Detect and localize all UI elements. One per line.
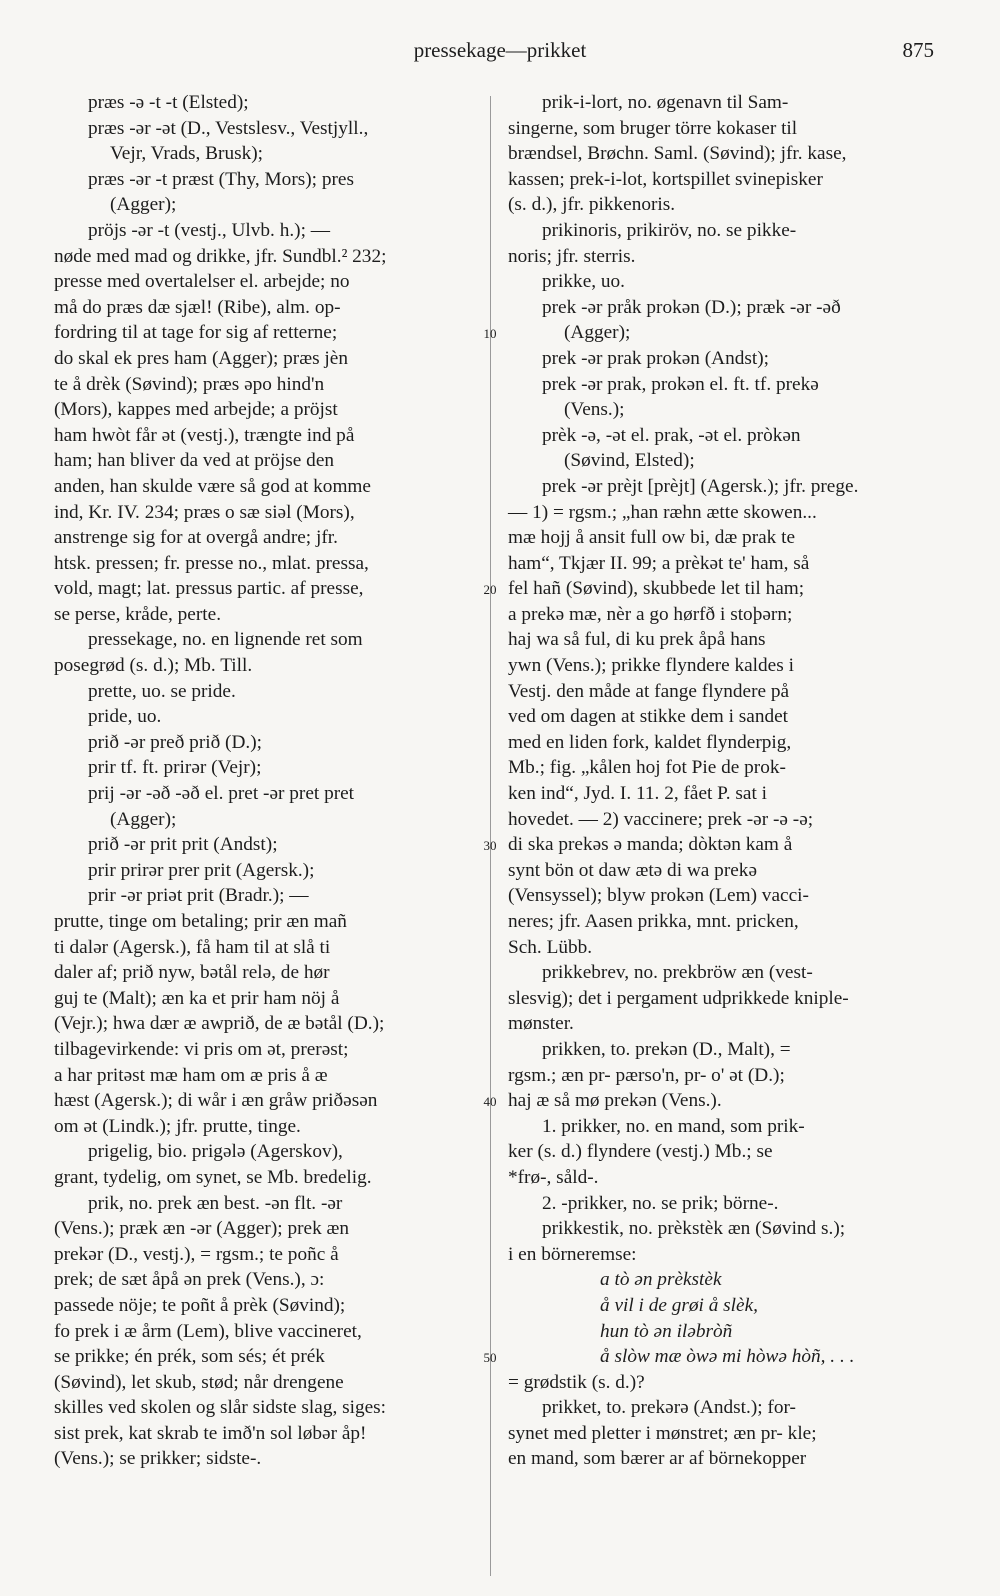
text-line: ti dalər (Agersk.), få ham til at slå ti [54,936,331,958]
text-line: posegrød (s. d.); Mb. Till. [54,655,253,677]
text-line: prek; de sæt åpå ən prek (Vens.), ɔ: [54,1269,325,1291]
text-line: (Søvind), let skub, stød; når drengene [54,1371,344,1393]
text-line: prek -ər pråk prokən (D.); præk -ər -əð [542,296,841,318]
text-line: (Mors), kappes med arbejde; a pröjst [54,399,338,421]
text-line: presse med overtalelser el. arbejde; no [54,271,350,293]
text-line: = grødstik (s. d.)? [508,1371,645,1393]
text-line: prikke, uo. [542,271,625,293]
left-column [54,90,474,1472]
text-line: guj te (Malt); æn ka et prir ham nöj å [54,987,340,1009]
text-line: ind, Kr. IV. 234; præs o sæ siəl (Mors), [54,501,355,523]
text-line: (Vensyssel); blyw prokən (Lem) vacci- [508,885,809,907]
line-number: 50 [483,1350,497,1365]
text-line: ham hwòt får ət (vestj.), trængte ind på [54,424,355,446]
text-line: hun tò ən iləbròñ [600,1320,733,1342]
text-line: prik-i-lort, no. øgenavn til Sam- [542,92,789,113]
text-line: skilles ved skolen og slår sidste slag, siges: [54,1397,387,1419]
text-line: i en börneremse: [508,1243,637,1265]
text-line: prek -ər prak, prokən el. ft. tf. prekə [542,373,819,395]
text-line: prikket, to. prekərə (Andst.); for- [542,1397,796,1419]
text-line: prið -ər preð prið (D.); [88,731,263,753]
text-line: — 1) = rgsm.; „han ræhn ætte skowen... [508,501,817,523]
text-line: prikinoris, prikiröv, no. se pikke- [542,219,797,241]
text-line: præs -ə -t -t (Elsted); [88,92,249,113]
text-line: prið -ər prit prit (Andst); [88,834,278,856]
text-line: synt bön ot daw ætə di wa prekə [508,859,757,881]
text-line: nøde med mad og drikke, jfr. Sundbl.² 232; [54,245,387,267]
text-line: prikkestik, no. prèkstèk æn (Søvind s.); [542,1218,846,1240]
text-line: må do præs dæ sjæl! (Ribe), alm. op- [54,296,341,318]
text-line: fordring til at tage for sig af retterne; [54,322,338,344]
page-header [0,38,1000,68]
text-line: a tò ən prèkstèk [600,1269,722,1291]
text-line: prèk -ə, -ət el. prak, -ət el. pròkən [542,424,801,446]
text-line: Vestj. den måde at fange flyndere på [508,680,790,702]
text-line: se perse, kråde, perte. [54,603,222,625]
line-number: 40 [483,1094,497,1109]
text-line: prikken, to. prekən (D., Malt), = [542,1038,791,1060]
text-line: Vejr, Vrads, Brusk); [110,143,264,165]
text-line: singerne, som bruger törre kokaser til [508,117,798,139]
text-line: ham; han bliver da ved at pröjse den [54,450,335,472]
text-line: ker (s. d.) flyndere (vestj.) Mb.; se [508,1141,773,1163]
text-line: prek -ər prak prokən (Andst); [542,347,770,369]
text-line: passede nöje; te poñt å prèk (Søvind); [54,1294,346,1316]
text-line: prij -ər -əð -əð el. pret -ər pret pret [88,783,355,805]
text-line: præs -ər -ət (D., Vestslesv., Vestjyll., [88,117,369,139]
text-line: å vil i de grøi å slèk, [600,1294,758,1316]
text-line: do skal ek pres ham (Agger); præs jèn [54,347,348,369]
text-line: anstrenge sig for at overgå andre; jfr. [54,527,338,549]
text-line: 2. -prikker, no. se prik; börne-. [542,1192,779,1214]
text-line: ham“, Tkjær II. 99; a prèkət te' ham, så [508,552,810,574]
text-line: htsk. pressen; fr. presse no., mlat. pressa, [54,552,369,574]
running-head: pressekage—prikket [413,38,587,62]
text-line: ywn (Vens.); prikke flyndere kaldes i [508,655,794,677]
text-line: a prekə mæ, nèr a go hørfð i stoþərn; [508,603,793,625]
text-line: pride, uo. [88,706,162,728]
text-line: *frø-, såld-. [508,1166,599,1188]
text-line: (s. d.), jfr. pikkenoris. [508,194,676,216]
text-line: fo prek i æ årm (Lem), blive vaccineret, [54,1320,362,1342]
text-line: slesvig); det i pergament udprikkede kniple- [508,987,849,1009]
text-line: Sch. Lübb. [508,936,593,958]
text-line: ken ind“, Jyd. I. 11. 2, fået P. sat i [508,783,768,805]
text-line: med en liden fork, kaldet flynderpig, [508,731,792,753]
text-line: hovedet. — 2) vaccinere; prek -ər -ə -ə; [508,808,814,830]
text-line: prir -ər priət prit (Bradr.); — [88,885,309,907]
text-line: mønster. [508,1013,574,1035]
text-line: å slòw mæ òwə mi hòwə hòñ, . . . [600,1346,855,1368]
text-line: prir tf. ft. prirər (Vejr); [88,757,262,779]
text-line: (Søvind, Elsted); [564,450,695,472]
text-line: a har pritəst mæ ham om æ pris å æ [54,1064,328,1086]
text-line: di ska prekəs ə manda; dòktən kam å [508,834,793,856]
text-line: synet med pletter i mønstret; æn pr- kle; [508,1422,817,1444]
text-line: prikkebrev, no. prekbröw æn (vest- [542,962,813,984]
text-line: 1. prikker, no. en mand, som prik- [542,1115,805,1137]
text-line: (Vens.); se prikker; sidste-. [54,1448,262,1470]
line-number: 10 [483,326,497,341]
text-line: haj æ så mø prekən (Vens.). [508,1090,722,1112]
text-line: (Vejr.); hwa dær æ awprið, de æ bətål (D.); [54,1013,385,1035]
text-line: hæst (Agersk.); di wår i æn gråw priðəsən [54,1090,378,1112]
text-line: ved om dagen at stikke dem i sandet [508,706,789,728]
text-line: vold, magt; lat. pressus partic. af presse, [54,578,364,600]
text-line: grant, tydelig, om synet, se Mb. bredelig. [54,1166,372,1188]
text-line: en mand, som bærer ar af börnekopper [508,1448,807,1470]
text-line: sist prek, kat skrab te imð'n sol løbər åp! [54,1422,367,1444]
text-line: prekər (D., vestj.), = rgsm.; te poñc å [54,1243,339,1265]
text-line: prette, uo. se pride. [88,680,236,702]
text-line: prek -ər prèjt [prèjt] (Agersk.); jfr. prege. [542,475,859,497]
text-line: daler af; prið nyw, bətål relə, de hør [54,962,330,984]
line-number: 20 [483,582,497,597]
text-line: se prikke; én prék, som sés; ét prék [54,1346,325,1368]
text-line: rgsm.; æn pr- pærso'n, pr- o' ət (D.); [508,1064,785,1086]
line-number: 30 [483,838,497,853]
text-line: neres; jfr. Aasen prikka, mnt. pricken, [508,911,799,932]
text-line: pressekage, no. en lignende ret som [88,629,363,651]
text-line: prutte, tinge om betaling; prir æn mañ [54,911,347,932]
text-line: tilbagevirkende: vi pris om ət, prerəst; [54,1038,349,1060]
text-line: (Agger); [110,808,177,830]
text-line: brændsel, Brøchn. Saml. (Søvind); jfr. kase, [508,143,847,165]
text-line: prigelig, bio. prigələ (Agerskov), [88,1141,343,1163]
text-line: mæ hojj å ansit full ow bi, dæ prak te [508,527,796,549]
text-line: Mb.; fig. „kålen hoj fot Pie de prok- [508,757,786,779]
text-line: præs -ər -t præst (Thy, Mors); pres [88,168,354,190]
text-line: om ət (Lindk.); jfr. prutte, tinge. [54,1115,301,1137]
text-line: (Vens.); [564,399,625,421]
text-line: prir prirər prer prit (Agersk.); [88,859,315,881]
text-line: (Agger); [564,322,631,344]
text-line: te å drèk (Søvind); præs əpo hind'n [54,373,325,395]
right-column [508,90,936,1472]
page-number: 875 [902,38,934,62]
text-line: (Vens.); præk æn -ər (Agger); prek æn [54,1218,350,1240]
text-line: fel hañ (Søvind), skubbede let til ham; [508,578,805,600]
text-line: prik, no. prek æn best. -ən flt. -ər [88,1192,343,1214]
text-line: pröjs -ər -t (vestj., Ulvb. h.); — [88,219,331,241]
text-line: (Agger); [110,194,177,216]
text-line: noris; jfr. sterris. [508,245,636,267]
text-line: kassen; prek-i-lot, kortspillet svinepisker [508,168,823,190]
text-line: haj wa så ful, di ku prek åpå hans [508,629,766,651]
text-line: anden, han skulde være så god at komme [54,475,371,497]
